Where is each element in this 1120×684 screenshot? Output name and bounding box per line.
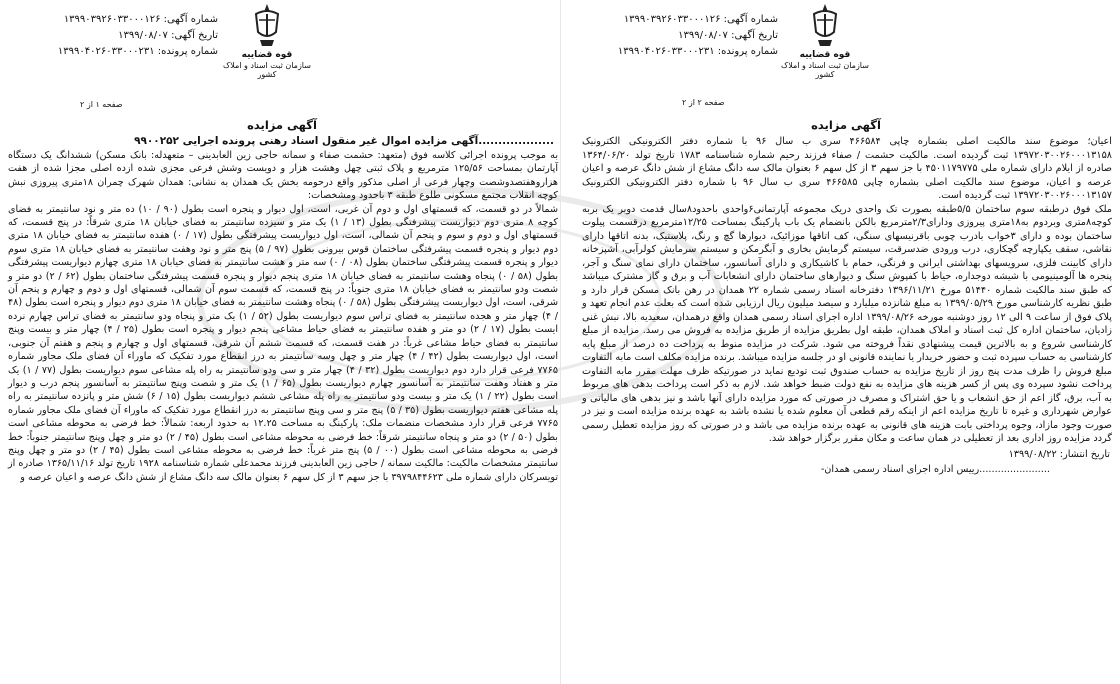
- document-subtitle: ...................آگهی مزایده اموال غیر منقول اسناد رهنی پرونده اجرایی ۹۹۰۰۲۵۲: [134, 135, 554, 147]
- org-name: قوه قضاییه: [241, 50, 293, 60]
- ad-number: شماره آگهی: ۱۳۹۹۰۳۹۲۶۰۳۳۰۰۰۱۲۶: [623, 14, 778, 25]
- page-two: [572, 0, 1120, 684]
- reference-block: [8, 12, 218, 60]
- judiciary-emblem: [780, 2, 870, 79]
- body-paragraph: به موجب پرونده اجرائی کلاسه فوق (متعهد: حشمت صفاء و سمانه حاجی زین العابدینی – متعهدله: بانک مسکن) ششدانگ یک دستگاه آپارتمان بمساحت ۱۲۵/۵۶ مترمربع و پلاک ثبتی چهل وهشت هزار و دویست وشش فرعی مجزی شده ازده اصلی مجزا شده از هفت هزاروهفتصدوشصت وچهار فرعی از اصلی مذکور واقع درحومه بخش یک همدان به نشانی: همدان شهرک چمران ۱۸متری پیروزی نبش کوچه انقلاب مجتمع مسکونی طلوع طبقه ۳ باحدود ومشخصات:: [8, 150, 558, 202]
- ad-date: تاریخ آگهی: ۱۳۹۹/۰۸/۰۷: [118, 30, 218, 41]
- body-paragraph: شمالاً در دو قسمت، که قسمتهای اول و دوم آن غربی، است، اول دیوار و پنجره است بطول (۹۰ / ۱۰) ده متر و نود سانتیمتر به فضای کوچه ۸ متری دوم دیواریست پیشرفتگی بطول (۱۳ / ۱) یک متر و سیزده سانتیمتر به فضای خیابان ۱۸ متری شرقاً: در پنج قسمت، که قسمتهای اول و دوم و سوم و پنجم آن شمالی، است، اول دیواریست پیشرفتگی بطول (۱۷ / ۰) هفده سانتیمتر به فضای خیابان ۱۸ متری دوم دیوار و پنجره قسمت پیشرفتگی ساختمان قوس بیرونی بطول (۹۷ / ۵) پنج متر و نود وهفت سانتیمتر به فضای خیابان ۱۸ متری سوم دیوار و پنجره قسمت پیشرفتگی ساختمان بطول (۰۸ / ۰) سه متر و هشت سانتیمتر به فضای خیابان ۱۸ متری چهارم دیواریست پیشرفتگی بطول (۵۸ / ۰) پنجاه وهشت سانتیمتر به فضای خیابان ۱۸ متری پنجم دیوار و پنجره قسمت پیشرفتگی ساختمان بطول (۶۲ / ۲) دو متر و شصت ودو سانتیمتر به فضای خیابان ۱۸ متری جنوباً: در پنج قسمت، که قسمت سوم آن شمالی، قسمتهای اول و دوم و چهارم و پنجم آن شرقی، است، اول دیواریست پیشرفتگی بطول (۵۸ / ۰) پنجاه وهشت سانتیمتر به فضای خیابان ۱۸ متری دوم دیوار و پنجره است بطول (۴۸ / ۴) چهار متر و هجده سانتیمتر به فضای تراس سوم دیواریست بطول (۵۲ / ۱) یک متر و پنجاه ودو سانتیمتر به فضای تراس چهارم نرده ایست بطول (۱۷ / ۲) دو متر و هفده سانتیمتر به فضای حیاط مشاعی پنجم دیوار و پنجره است بطول (۲۵ / ۴) چهار متر و بیست وپنج سانتیمتر به فضای حیاط مشاعی غرباً: در هفت قسمت، که قسمت ششم آن شرقی، قسمتهای اول و چهارم و پنجم و هفتم آن جنوبی، است، اول دیواریست بطول (۴۲ / ۴) چهار متر و چهل وسه سانتیمتر به درز انقطاع مورد تفکیک که ماوراء آن فضای ملک مجاور شماره ۷۷۶۵ فرعی قرار دارد دوم دیواریست بطول (۳۲ / ۴) چهار متر و سی ودو سانتیمتر به راه پله مشاعی سوم دیواریست بطول (۷۷ / ۱) یک متر و هفتاد وهفت سانتیمتر به آسانسور چهارم دیواریست بطول (۶۵ / ۱) یک متر و شصت وپنج سانتیمتر به آسانسور پنجم درب و دیوار است بطول (۲۲ / ۱) یک متر و بیست ودو سانتیمتر به راه پله مشاعی ششم دیواریست بطول (۱۵ / ۶) شش متر و پانزده سانتیمتر به راه پله مشاعی هفتم دیواریست بطول (۳۵ / ۵) پنج متر و سی وپنج سانتیمتر به درز انقطاع مورد تفکیک که ماوراء آن فضای ملک مجاور شماره ۷۷۶۵ فرعی قرار دارد مشخصات منضمات ملک: پارکینگ به مساحت ۱۲.۲۵ به حدود اربعه: شمالاً: خط فرضی به محوطه مشاعی است بطول (۵۰ / ۲) دو متر و پنجاه سانتیمتر شرقاً: خط فرضی به محوطه مشاعی است بطول (۴۵ / ۲) دو متر و چهل وپنج سانتیمتر جنوباً: خط فرضی به محوطه مشاعی است بطول (۰۰ / ۵) پنج متر غرباً: خط فرضی به محوطه مشاعی است بطول (۴۵ / ۲) دو متر و چهل وپنج سانتیمتر مشخصات مالکیت: مالکیت سمانه / حاجی زین العابدینی فرزند محمدعلی شماره شناسنامه ۱۹۲۸ تاریخ تولد ۱۳۶۵/۱۱/۱۶ صادره از تویسرکان دارای شماره ملی ۳۹۷۹۸۴۴۶۲۳ با جز سهم ۳ از کل سهم ۶ بعنوان مالک سه دانگ مشاع از شش دانگ عرصه و اعیان عرصه و: [8, 203, 559, 483]
- case-number: شماره پرونده: ۱۳۹۹۰۴۰۲۶۰۳۳۰۰۰۲۳۱: [57, 46, 218, 57]
- ad-number: شماره آگهی: ۱۳۹۹۰۳۹۲۶۰۳۳۰۰۰۱۲۶: [63, 14, 218, 25]
- case-number: شماره پرونده: ۱۳۹۹۰۴۰۲۶۰۳۳۰۰۰۲۳۱: [617, 46, 778, 57]
- page-number: صفحه ۱ از ۲: [80, 100, 123, 109]
- reference-block: [578, 12, 778, 60]
- document-title: آگهی مزایده: [811, 118, 881, 132]
- page-two-header: [572, 0, 1120, 118]
- page-number: صفحه ۲ از ۲: [682, 98, 725, 107]
- publication-date: تاریخ انتشار: ۱۳۹۹/۰۸/۲۲: [1008, 448, 1110, 460]
- body-paragraph: ملک فوق درطبقه سوم ساختمان ۵/۵طبقه بصورت تک واحدی دریک مجموعه آپارتمانی۶واحدی باحدود۸سال قدمت دوبر یک بربه کوچه۸متری وبردوم به۱۸متری پیروزی ودارای۲/۳مترمربع بالکن بانضمام یک باب پارکینگ بمساحت ۱۲/۲۵مترمربع درقسمت پیلوت ساختمان بوده و دارای ۳خواب بادرب چوبی باقرنیسهای سنگی، کف اتاقها موزائیک، دیوارها گچ و رنگ، پلاستیک، بدنه اتاقها دارای نقاشی، سقف یکپارچه گچکاری، درب ورودی ضدسرقت، سیستم گرمایش بخاری و آبگرمکن و سیستم سرمایش کولرآبی، آشپزخانه دارای کابینت فلزی، سرویسهای بهداشتی ایرانی و فرنگی، حمام با کاشیکاری و دارای آسانسور، ساختمان دارای نمای سنگ و آجر، پنجره ها آلومینیومی با شیشه دوجداره، حیاط با کفپوش سنگ و دیوارهای ساختمان دارای انشعابات آب و برق و گاز مشترک میباشد که طبق سند مالکیت شماره ۵۱۴۴۰ مورخ ۱۳۹۶/۱۱/۲۱ دفترخانه اسناد رسمی شماره ۲۲ همدان در رهن بانک مسکن قرار دارد و طبق نظریه کارشناسی مورخ ۱۳۹۹/۰۵/۲۹ به مبلغ شانزده میلیارد و سیصد میلیون ریال ارزیابی شده است که بعلت عدم انجام تعهد و پلاک فوق از ساعت ۹ الی ۱۲ روز دوشنبه مورخه ۱۳۹۹/۰۸/۲۶ اداره اجرای اسناد رسمی همدان واقع درهمدان، سعیدیه بالا، نبش غنی زادیان، ساختمان اداره کل ثبت اسناد و املاک همدان، طبقه اول بطریق مزایده از طریق مزایده به فروش می رسد. مزایده از مبلغ کارشناسی شروع و به بالاترین قیمت پیشنهادی نقداً فروخته می شود. شرکت در مزایده منوط به پرداخت ده درصد از مبلغ پایه کارشناسی به حساب سپرده ثبت و حضور خریدار یا نماینده قانونی او در جلسه مزایده میباشد. برنده مزایده مکلف است مابه التفاوت مبلغ فروش را ظرف مدت پنج روز از تاریخ مزایده به حساب صندوق ثبت تودیع نماید در صورتیکه ظرف مهلت مقرر مابه التفاوت پرداخت نشود سپرده وی پس از کسر هزینه های مزایده به نفع دولت ضبط خواهد شد. لازم به ذکر است پرداخت بدهی های مربوط به آب، برق، گاز اعم از حق انشعاب و یا حق اشتراک و مصرف در صورتی که مورد مزایده دارای آنها باشد و نیز بدهی های مالیاتی و عوارض شهرداری و غیره تا تاریخ مزایده اعم از اینکه رقم قطعی آن معلوم شده یا نشده باشد به عهده برنده مزایده است و نیز در صورت وجود مازاد، وجوه پرداختی بابت هزینه های قانونی به عهده برنده مزایده می باشد و در صورتی که روز مزایده تعطیل رسمی گردد مزایده روز اداری بعد از تعطیلی در همان ساعت و مکان مقرر برگزار خواهد شد.: [582, 203, 1112, 444]
- org-subtitle: سازمان ثبت اسناد و املاک کشور: [223, 61, 311, 79]
- org-name: قوه قضاییه: [799, 50, 851, 60]
- judiciary-emblem-icon: [808, 2, 842, 48]
- page-one-header: [0, 0, 564, 118]
- document-title: آگهی مزایده: [247, 118, 317, 132]
- ad-date: تاریخ آگهی: ۱۳۹۹/۰۸/۰۷: [678, 30, 778, 41]
- judiciary-emblem: [222, 2, 312, 79]
- document-body: [0, 149, 564, 484]
- body-paragraph: اعیان؛ موضوع سند مالکیت اصلی بشماره چاپی ۴۶۶۵۸۴ سری ب سال ۹۶ با شماره دفتر الکترونیکی الکترونیک ۱۳۹۷۲۰۳۰۰۲۶۰۰۰۱۳۱۵۸ ثبت گردیده است. مالکیت حشمت / صفاء فرزند رحیم شماره شناسنامه ۱۷۸۳ تاریخ تولد ۱۳۶۴/۰۶/۲۰ صادره از ایلام دارای شماره ملی ۴۵۰۱۱۷۹۷۷۵ با جز سهم ۳ از کل سهم ۶ بعنوان مالک سه دانگ مشاع از شش دانگ عرصه و اعیان عرصه و اعیان، موضوع سند مالکیت اصلی بشماره چاپی ۴۶۶۵۸۵ سری ب سال ۹۶ با شماره دفتر الکترونیکی الکترونیک ۱۳۹۷۲۰۳۰۰۲۶۰۰۰۱۳۱۵۷ ثبت گردیده است.: [582, 136, 1112, 201]
- document-body: [572, 135, 1120, 446]
- judiciary-emblem-icon: [250, 2, 284, 48]
- signature-line: .......................رییس اداره اجرای اسناد رسمی همدان-: [820, 463, 1050, 475]
- org-subtitle: سازمان ثبت اسناد و املاک کشور: [781, 61, 869, 79]
